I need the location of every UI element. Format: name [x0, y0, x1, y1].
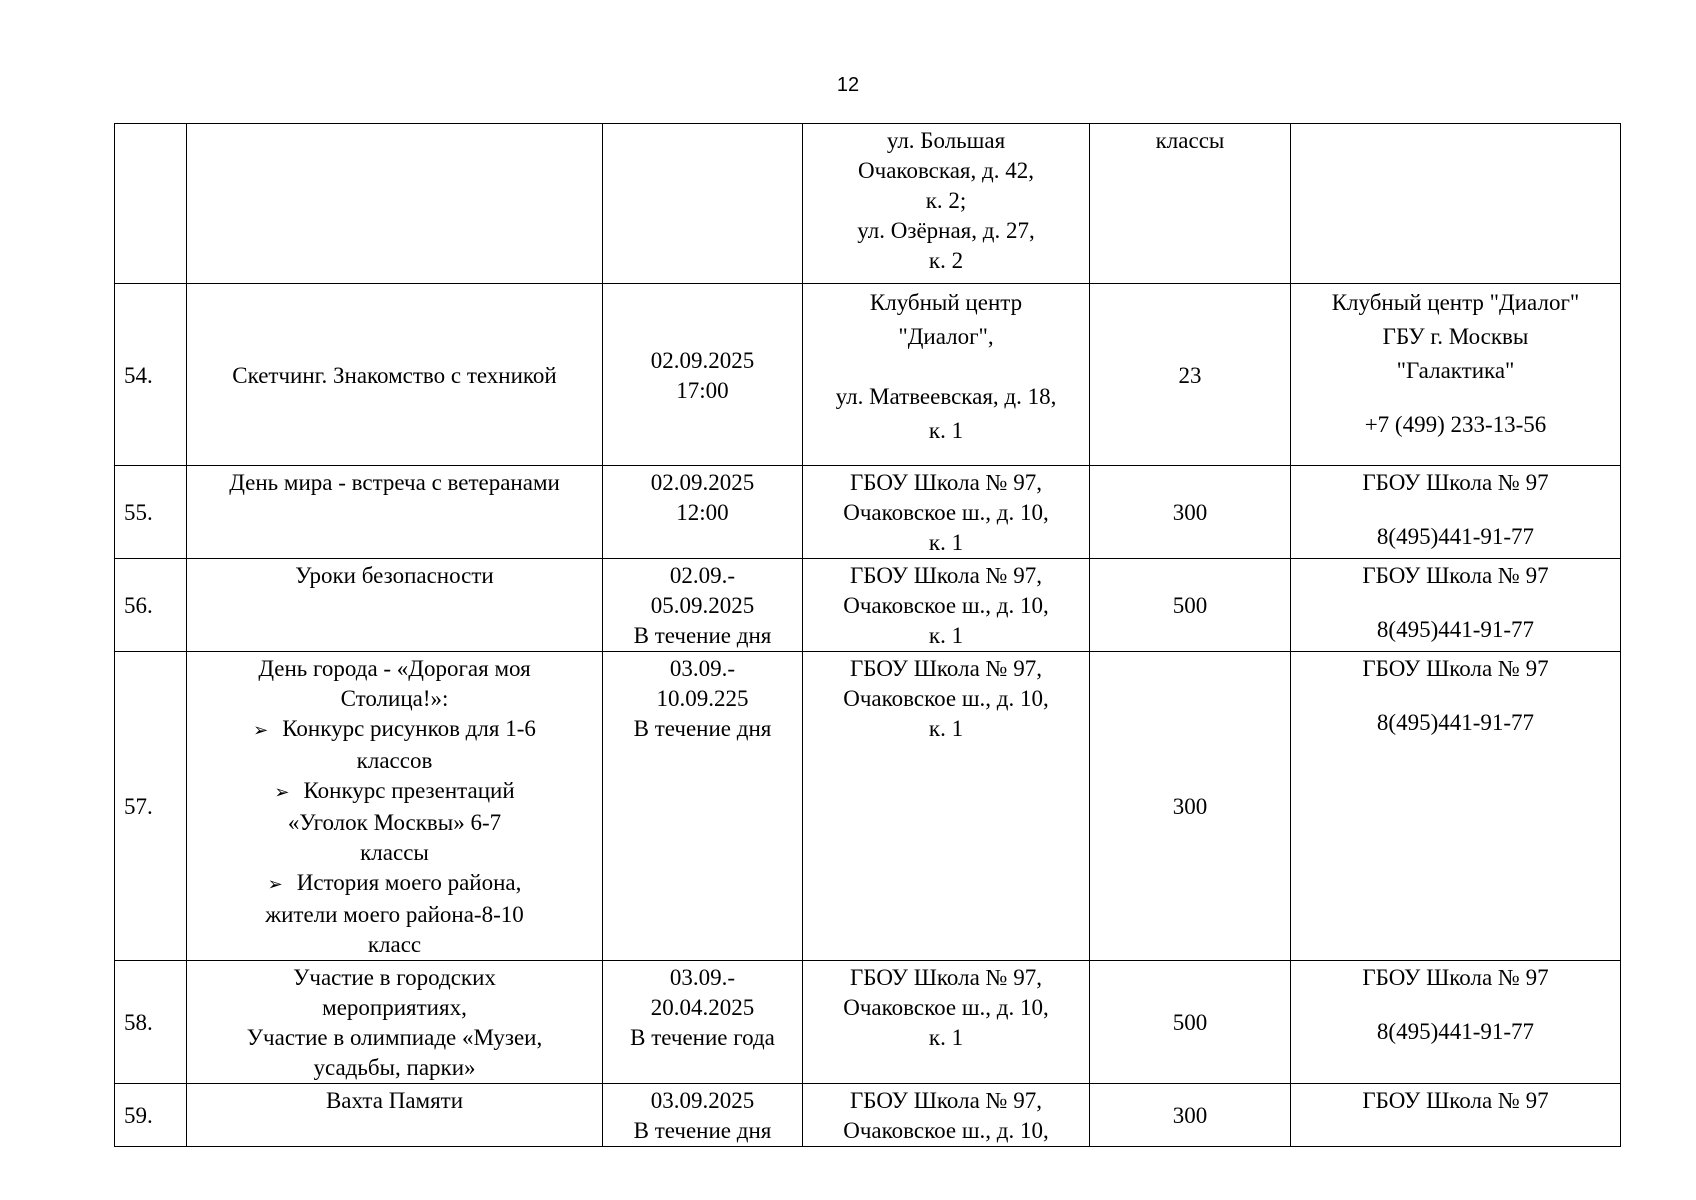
event-place — [803, 1084, 1090, 1147]
event-organizer — [1291, 284, 1621, 466]
date-line: 02.09.2025 — [650, 347, 755, 373]
organizer-line: Клубный центр "Диалог" — [1331, 290, 1580, 315]
organizer-line: ГБОУ Школа № 97 — [1362, 1088, 1549, 1113]
name-line: усадьбы, парки» — [313, 1055, 476, 1080]
place-line: Очаковское ш., д. 10, — [843, 1118, 1049, 1143]
organizer-phone: +7 (499) 233-13-56 — [1364, 412, 1547, 437]
place-line: Очаковское ш., д. 10, — [843, 500, 1049, 525]
name-line: День города - «Дорогая моя — [258, 656, 531, 681]
place-line: к. 2; — [925, 188, 967, 213]
date-line: 03.09.2025 — [650, 1088, 755, 1113]
event-place — [803, 559, 1090, 652]
event-organizer — [1291, 559, 1621, 652]
page-number: 12 — [836, 74, 860, 96]
event-name — [187, 961, 603, 1084]
organizer-phone: 8(495)441-91-77 — [1376, 1019, 1535, 1044]
event-place — [803, 124, 1090, 284]
name-line: Столица!»: — [340, 686, 449, 711]
list-item — [193, 714, 596, 776]
list-item — [193, 776, 596, 868]
organizer-phone: 8(495)441-91-77 — [1376, 710, 1535, 735]
row-number: 56. — [115, 559, 187, 652]
event-organizer — [1291, 124, 1621, 284]
participant-count: 500 — [1090, 559, 1291, 652]
event-name: День мира - встреча с ветеранами — [187, 466, 603, 559]
date-line: В течение дня — [633, 1118, 772, 1143]
bullet-text: классы — [360, 840, 429, 865]
date-line: 02.09.- — [669, 563, 736, 588]
name-line: мероприятиях, — [322, 995, 467, 1020]
organizer-line: ГБОУ Школа № 97 — [1362, 965, 1549, 990]
event-place — [803, 284, 1090, 466]
participant-count: 300 — [1090, 466, 1291, 559]
event-date — [603, 559, 803, 652]
place-line: к. 1 — [928, 623, 964, 648]
bullet-text: классов — [356, 748, 433, 773]
row-number: 59. — [115, 1084, 187, 1147]
organizer-line: ГБУ г. Москвы — [1382, 324, 1529, 349]
date-line: 17:00 — [676, 377, 729, 403]
event-organizer — [1291, 1084, 1621, 1147]
arrow-bullet-icon: ➢ — [274, 782, 290, 803]
event-place — [803, 961, 1090, 1084]
participant-count: 300 — [1090, 1084, 1291, 1147]
date-line: 20.04.2025 — [650, 995, 755, 1020]
date-line: В течение дня — [633, 623, 772, 648]
event-name: Скетчинг. Знакомство с техникой — [187, 284, 603, 466]
participant-count: 300 — [1090, 652, 1291, 961]
event-name: Вахта Памяти — [187, 1084, 603, 1147]
place-line: ГБОУ Школа № 97, — [850, 563, 1042, 588]
participant-count — [1090, 124, 1291, 284]
event-date — [603, 1084, 803, 1147]
place-line: к. 1 — [928, 1025, 964, 1050]
date-line: В течение дня — [633, 716, 772, 741]
event-name — [187, 652, 603, 961]
row-number: 55. — [115, 466, 187, 559]
row-number: 58. — [115, 961, 187, 1084]
bullet-text: жители моего района-8-10 — [265, 902, 524, 927]
place-line: Клубный центр — [869, 290, 1023, 315]
table-row — [115, 124, 1621, 284]
row-number — [115, 124, 187, 284]
event-date — [603, 652, 803, 961]
organizer-phone: 8(495)441-91-77 — [1376, 524, 1535, 549]
contest-list — [193, 714, 596, 960]
event-date — [603, 961, 803, 1084]
date-line: 03.09.- — [669, 965, 736, 990]
event-place — [803, 466, 1090, 559]
row-number: 54. — [115, 284, 187, 466]
list-item — [193, 868, 596, 960]
event-date — [603, 284, 803, 466]
bullet-text: История моего района, — [296, 870, 522, 895]
event-name — [187, 124, 603, 284]
bullet-text: «Уголок Москвы» 6-7 — [287, 810, 502, 835]
place-line: к. 1 — [928, 716, 964, 741]
bullet-text: класс — [367, 932, 422, 957]
date-line: 03.09.- — [669, 656, 736, 681]
place-line: ГБОУ Школа № 97, — [850, 656, 1042, 681]
event-organizer — [1291, 652, 1621, 961]
row-number: 57. — [115, 652, 187, 961]
organizer-line: "Галактика" — [1396, 358, 1515, 383]
table-row — [115, 466, 1621, 559]
bullet-text: Конкурс рисунков для 1-6 — [282, 716, 536, 741]
date-line: 02.09.2025 — [650, 470, 755, 495]
table-row — [115, 1084, 1621, 1147]
place-line: ул. Матвеевская, д. 18, — [835, 384, 1057, 409]
place-line: Очаковское ш., д. 10, — [843, 995, 1049, 1020]
place-line: ГБОУ Школа № 97, — [850, 1088, 1042, 1113]
organizer-phone: 8(495)441-91-77 — [1376, 617, 1535, 642]
table-row — [115, 284, 1621, 466]
place-line: к. 1 — [928, 530, 964, 555]
date-line: 05.09.2025 — [650, 593, 755, 618]
participant-count: 500 — [1090, 961, 1291, 1084]
arrow-bullet-icon: ➢ — [267, 874, 283, 895]
date-line: 10.09.225 — [656, 686, 749, 711]
event-organizer — [1291, 961, 1621, 1084]
participant-count: 23 — [1090, 284, 1291, 466]
organizer-line: ГБОУ Школа № 97 — [1362, 470, 1549, 495]
place-line: Очаковское ш., д. 10, — [843, 686, 1049, 711]
event-date — [603, 124, 803, 284]
table-row — [115, 652, 1621, 961]
place-line: к. 1 — [928, 418, 964, 443]
name-line: Участие в олимпиаде «Музеи, — [246, 1025, 543, 1050]
place-line: Очаковское ш., д. 10, — [843, 593, 1049, 618]
date-line: В течение года — [630, 1025, 775, 1050]
bullet-text: Конкурс презентаций — [303, 778, 515, 803]
place-line: "Диалог", — [898, 324, 994, 349]
place-line: к. 2 — [928, 248, 964, 273]
table-row — [115, 559, 1621, 652]
event-organizer — [1291, 466, 1621, 559]
place-line: ГБОУ Школа № 97, — [850, 965, 1042, 990]
name-line: Участие в городских — [293, 965, 496, 990]
event-place — [803, 652, 1090, 961]
place-line: ул. Озёрная, д. 27, — [857, 218, 1035, 243]
event-date — [603, 466, 803, 559]
count-text: классы — [1155, 128, 1225, 153]
event-name: Уроки безопасности — [187, 559, 603, 652]
place-line: ул. Большая — [886, 128, 1006, 153]
place-line: Очаковская, д. 42, — [858, 158, 1034, 183]
date-line: 12:00 — [676, 500, 729, 525]
table-row — [115, 961, 1621, 1084]
events-table — [114, 123, 1621, 1147]
arrow-bullet-icon: ➢ — [253, 720, 269, 741]
place-line: ГБОУ Школа № 97, — [850, 470, 1042, 495]
organizer-line: ГБОУ Школа № 97 — [1362, 563, 1549, 588]
organizer-line: ГБОУ Школа № 97 — [1362, 656, 1549, 681]
